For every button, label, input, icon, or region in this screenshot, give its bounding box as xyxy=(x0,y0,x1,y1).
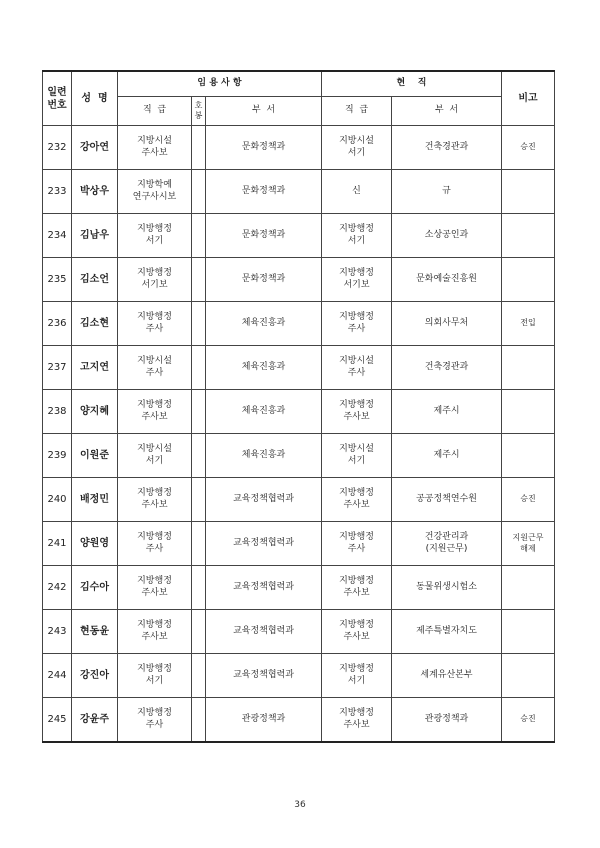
table-row xyxy=(43,346,555,390)
row-appoint-department: 문화정책과 xyxy=(206,258,322,302)
table-row xyxy=(43,390,555,434)
row-number: 244 xyxy=(43,654,72,698)
row-hobong xyxy=(192,478,206,522)
row-name: 강윤주 xyxy=(72,698,118,743)
row-name: 고지연 xyxy=(72,346,118,390)
row-number: 238 xyxy=(43,390,72,434)
personnel-table xyxy=(42,70,555,743)
row-number: 243 xyxy=(43,610,72,654)
row-note: 전입 xyxy=(502,302,555,346)
row-note xyxy=(502,170,555,214)
row-current-department: 건축경관과 xyxy=(392,126,502,170)
row-current-grade: 지방행정 주사보 xyxy=(322,478,392,522)
row-appoint-department: 교육정책협력과 xyxy=(206,566,322,610)
row-current-department: 건강관리과 (지원근무) xyxy=(392,522,502,566)
row-appoint-department: 교육정책협력과 xyxy=(206,522,322,566)
table-row xyxy=(43,126,555,170)
row-note xyxy=(502,390,555,434)
row-note xyxy=(502,434,555,478)
row-appoint-grade: 지방행정 서기 xyxy=(118,654,192,698)
table-row xyxy=(43,258,555,302)
header-current-position-group: 현 직 xyxy=(322,71,502,97)
row-hobong xyxy=(192,214,206,258)
row-note: 승진 xyxy=(502,478,555,522)
row-number: 242 xyxy=(43,566,72,610)
row-appoint-department: 교육정책협력과 xyxy=(206,654,322,698)
row-hobong xyxy=(192,566,206,610)
row-name: 현동윤 xyxy=(72,610,118,654)
row-hobong xyxy=(192,258,206,302)
row-appoint-grade: 지방시설 서기 xyxy=(118,434,192,478)
page-number: 36 xyxy=(294,800,306,810)
row-appoint-department: 체육진흥과 xyxy=(206,434,322,478)
row-number: 245 xyxy=(43,698,72,743)
row-note xyxy=(502,258,555,302)
row-note: 지원근무 해제 xyxy=(502,522,555,566)
row-current-department: 공공정책연수원 xyxy=(392,478,502,522)
row-name: 양원영 xyxy=(72,522,118,566)
row-hobong xyxy=(192,698,206,743)
row-number: 239 xyxy=(43,434,72,478)
row-hobong xyxy=(192,170,206,214)
table-row xyxy=(43,610,555,654)
row-name: 배정민 xyxy=(72,478,118,522)
row-hobong xyxy=(192,654,206,698)
row-hobong xyxy=(192,346,206,390)
row-hobong xyxy=(192,390,206,434)
row-name: 양지혜 xyxy=(72,390,118,434)
row-note: 승진 xyxy=(502,126,555,170)
row-name: 강진아 xyxy=(72,654,118,698)
row-note xyxy=(502,346,555,390)
row-current-department: 제주시 xyxy=(392,434,502,478)
row-note: 승진 xyxy=(502,698,555,743)
row-number: 241 xyxy=(43,522,72,566)
row-current-grade: 지방행정 주사보 xyxy=(322,610,392,654)
header-serial-number: 일련 번호 xyxy=(43,71,72,126)
row-appoint-grade: 지방행정 서기 xyxy=(118,214,192,258)
row-number: 236 xyxy=(43,302,72,346)
table-row xyxy=(43,170,555,214)
header-current-grade: 직 급 xyxy=(322,97,392,126)
header-department: 부 서 xyxy=(206,97,322,126)
row-current-grade: 신 xyxy=(322,170,392,214)
row-name: 김소언 xyxy=(72,258,118,302)
row-name: 김남우 xyxy=(72,214,118,258)
row-appoint-department: 교육정책협력과 xyxy=(206,610,322,654)
row-appoint-grade: 지방행정 서기보 xyxy=(118,258,192,302)
row-appoint-grade: 지방행정 주사 xyxy=(118,522,192,566)
table-row xyxy=(43,522,555,566)
row-name: 이원준 xyxy=(72,434,118,478)
row-current-grade: 지방행정 서기 xyxy=(322,214,392,258)
row-number: 232 xyxy=(43,126,72,170)
table-row xyxy=(43,478,555,522)
row-name: 강아연 xyxy=(72,126,118,170)
row-note xyxy=(502,214,555,258)
row-hobong xyxy=(192,610,206,654)
table-body xyxy=(43,126,555,743)
table-row xyxy=(43,566,555,610)
row-current-department: 규 xyxy=(392,170,502,214)
header-name: 성 명 xyxy=(72,71,118,126)
row-current-department: 의회사무처 xyxy=(392,302,502,346)
row-number: 240 xyxy=(43,478,72,522)
row-appoint-department: 문화정책과 xyxy=(206,126,322,170)
table-row xyxy=(43,214,555,258)
row-current-department: 동물위생시험소 xyxy=(392,566,502,610)
row-current-department: 건축경관과 xyxy=(392,346,502,390)
row-appoint-department: 관광정책과 xyxy=(206,698,322,743)
row-appoint-department: 체육진흥과 xyxy=(206,390,322,434)
row-number: 233 xyxy=(43,170,72,214)
row-number: 235 xyxy=(43,258,72,302)
row-appoint-department: 체육진흥과 xyxy=(206,302,322,346)
row-current-grade: 지방행정 서기 xyxy=(322,654,392,698)
row-name: 김수아 xyxy=(72,566,118,610)
table-row xyxy=(43,434,555,478)
row-number: 237 xyxy=(43,346,72,390)
row-hobong xyxy=(192,522,206,566)
row-appoint-grade: 지방학예 연구사시보 xyxy=(118,170,192,214)
row-current-grade: 지방행정 주사 xyxy=(322,522,392,566)
row-appoint-grade: 지방행정 주사보 xyxy=(118,610,192,654)
row-appoint-department: 체육진흥과 xyxy=(206,346,322,390)
row-number: 234 xyxy=(43,214,72,258)
header-appointment-group: 임 용 사 항 xyxy=(118,71,322,97)
row-name: 김소현 xyxy=(72,302,118,346)
row-current-department: 문화예술진흥원 xyxy=(392,258,502,302)
row-hobong xyxy=(192,126,206,170)
row-appoint-grade: 지방행정 주사보 xyxy=(118,478,192,522)
row-current-department: 제주특별자치도 xyxy=(392,610,502,654)
row-current-department: 제주시 xyxy=(392,390,502,434)
row-appoint-grade: 지방행정 주사 xyxy=(118,302,192,346)
header-note: 비고 xyxy=(502,71,555,126)
row-appoint-grade: 지방시설 주사보 xyxy=(118,126,192,170)
row-hobong xyxy=(192,302,206,346)
header-current-department: 부 서 xyxy=(392,97,502,126)
table-row xyxy=(43,698,555,743)
row-current-grade: 지방행정 주사보 xyxy=(322,698,392,743)
row-note xyxy=(502,610,555,654)
row-current-department: 관광정책과 xyxy=(392,698,502,743)
row-appoint-grade: 지방행정 주사보 xyxy=(118,390,192,434)
row-current-grade: 지방행정 서기보 xyxy=(322,258,392,302)
row-appoint-grade: 지방행정 주사 xyxy=(118,698,192,743)
row-current-grade: 지방시설 서기 xyxy=(322,434,392,478)
header-hobong: 호봉 xyxy=(192,97,206,126)
row-appoint-department: 문화정책과 xyxy=(206,170,322,214)
row-current-grade: 지방행정 주사보 xyxy=(322,390,392,434)
row-current-grade: 지방시설 주사 xyxy=(322,346,392,390)
row-current-department: 세계유산본부 xyxy=(392,654,502,698)
row-appoint-department: 문화정책과 xyxy=(206,214,322,258)
row-note xyxy=(502,566,555,610)
table-row xyxy=(43,654,555,698)
row-appoint-grade: 지방시설 주사 xyxy=(118,346,192,390)
row-note xyxy=(502,654,555,698)
row-appoint-department: 교육정책협력과 xyxy=(206,478,322,522)
row-appoint-grade: 지방행정 주사보 xyxy=(118,566,192,610)
row-current-grade: 지방시설 서기 xyxy=(322,126,392,170)
row-current-grade: 지방행정 주사보 xyxy=(322,566,392,610)
row-hobong xyxy=(192,434,206,478)
row-current-grade: 지방행정 주사 xyxy=(322,302,392,346)
table-row xyxy=(43,302,555,346)
row-name: 박상우 xyxy=(72,170,118,214)
row-current-department: 소상공인과 xyxy=(392,214,502,258)
header-grade: 직 급 xyxy=(118,97,192,126)
